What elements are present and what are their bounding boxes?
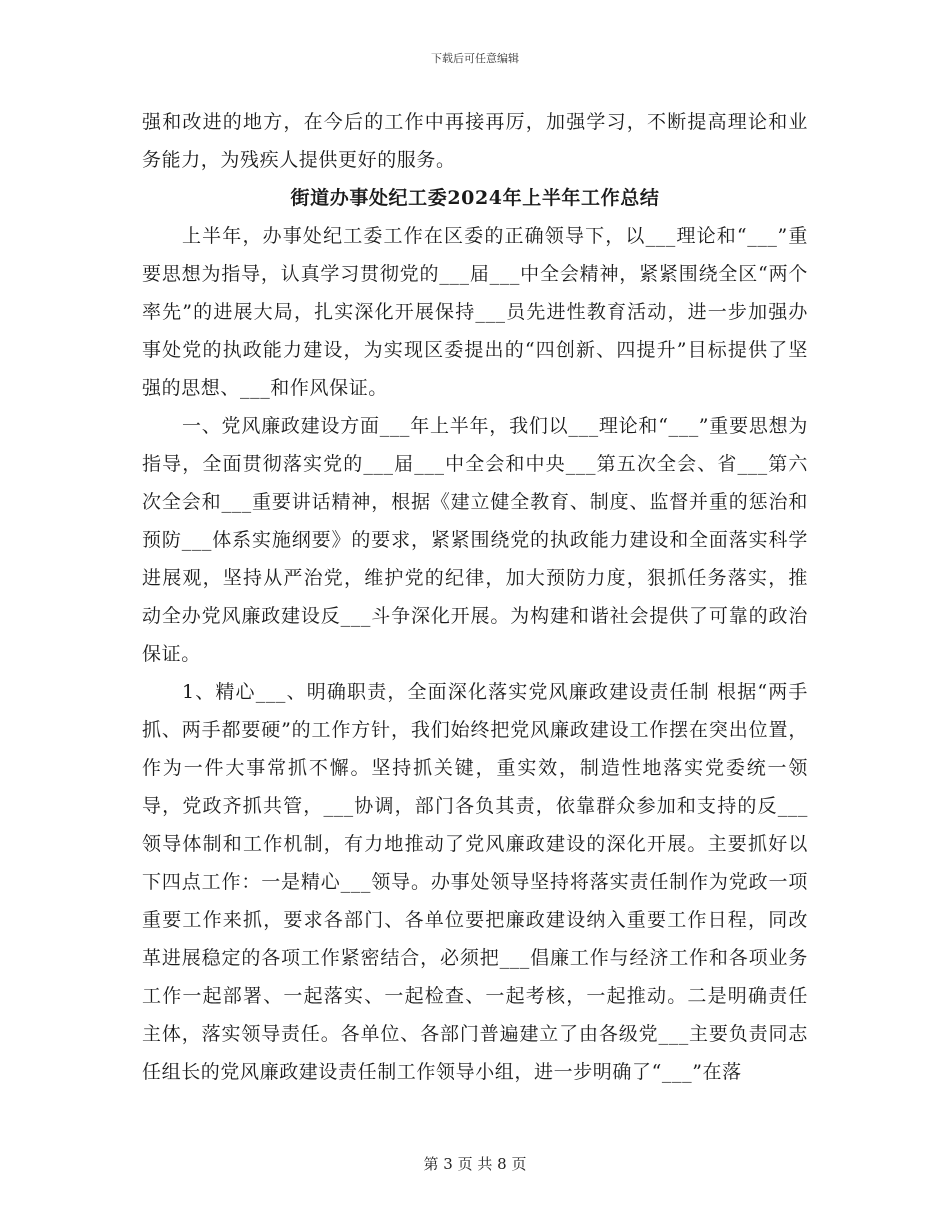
page-number: 第 3 页 共 8 页 xyxy=(423,1155,527,1173)
lead-paragraph: 强和改进的地方，在今后的工作中再接再厉，加强学习，不断提高理论和业务能力，为残疾人提供更好的服务。 xyxy=(142,111,808,171)
paragraph-section-1: 一、党风廉政建设方面___年上半年，我们以___理论和“___”重要思想为指导，全面贯彻落实党的___届___中全会和中央___第五次全会、省___第六次全会和___重要讲话精神，根据《建立健全教育、制度、监督并重的惩治和预防___体系实施纲要》的要求，紧紧围绕党的执政能力建设和全面落实科学进展观，坚持从严治党，维护党的纪律，加大预防力度，狠抓任务落实，推动全办党风廉政建设反___斗争深化开展。为构建和谐社会提供了可靠的政治保证。 xyxy=(142,415,808,665)
page-header-note: 下载后可任意编辑 xyxy=(431,52,519,65)
paragraph-intro: 上半年，办事处纪工委工作在区委的正确领导下，以___理论和“___”重要思想为指导，认真学习贯彻党的___届___中全会精神，紧紧围绕全区“两个率先”的进展大局，扎实深化开展保持___员先进性教育活动，进一步加强办事处党的执政能力建设，为实现区委提出的“四创新、四提升”目标提供了坚强的思想、___和作风保证。 xyxy=(142,225,808,399)
document-title: 街道办事处纪工委2024年上半年工作总结 xyxy=(290,187,660,209)
paragraph-item-1: 1、精心___、明确职责，全面深化落实党风廉政建设责任制 根据“两手抓、两手都要硬”的工作方针，我们始终把党风廉政建设工作摆在突出位置，作为一件大事常抓不懈。坚持抓关键，重实效，制造性地落实党委统一领导，党政齐抓共管，___协调，部门各负其责，依靠群众参加和支持的反___领导体制和工作机制，有力地推动了党风廉政建设的深化开展。主要抓好以下四点工作：一是精心___领导。办事处领导坚持将落实责任制作为党政一项重要工作来抓，要求各部门、各单位要把廉政建设纳入重要工作日程，同改革进展稳定的各项工作紧密结合，必须把___倡廉工作与经济工作和各项业务工作一起部署、一起落实、一起检查、一起考核，一起推动。二是明确责任主体，落实领导责任。各单位、各部门普遍建立了由各级党___主要负责同志任组长的党风廉政建设责任制工作领导小组，进一步明确了“___”在落 xyxy=(142,681,808,1083)
document-body xyxy=(142,103,808,1091)
